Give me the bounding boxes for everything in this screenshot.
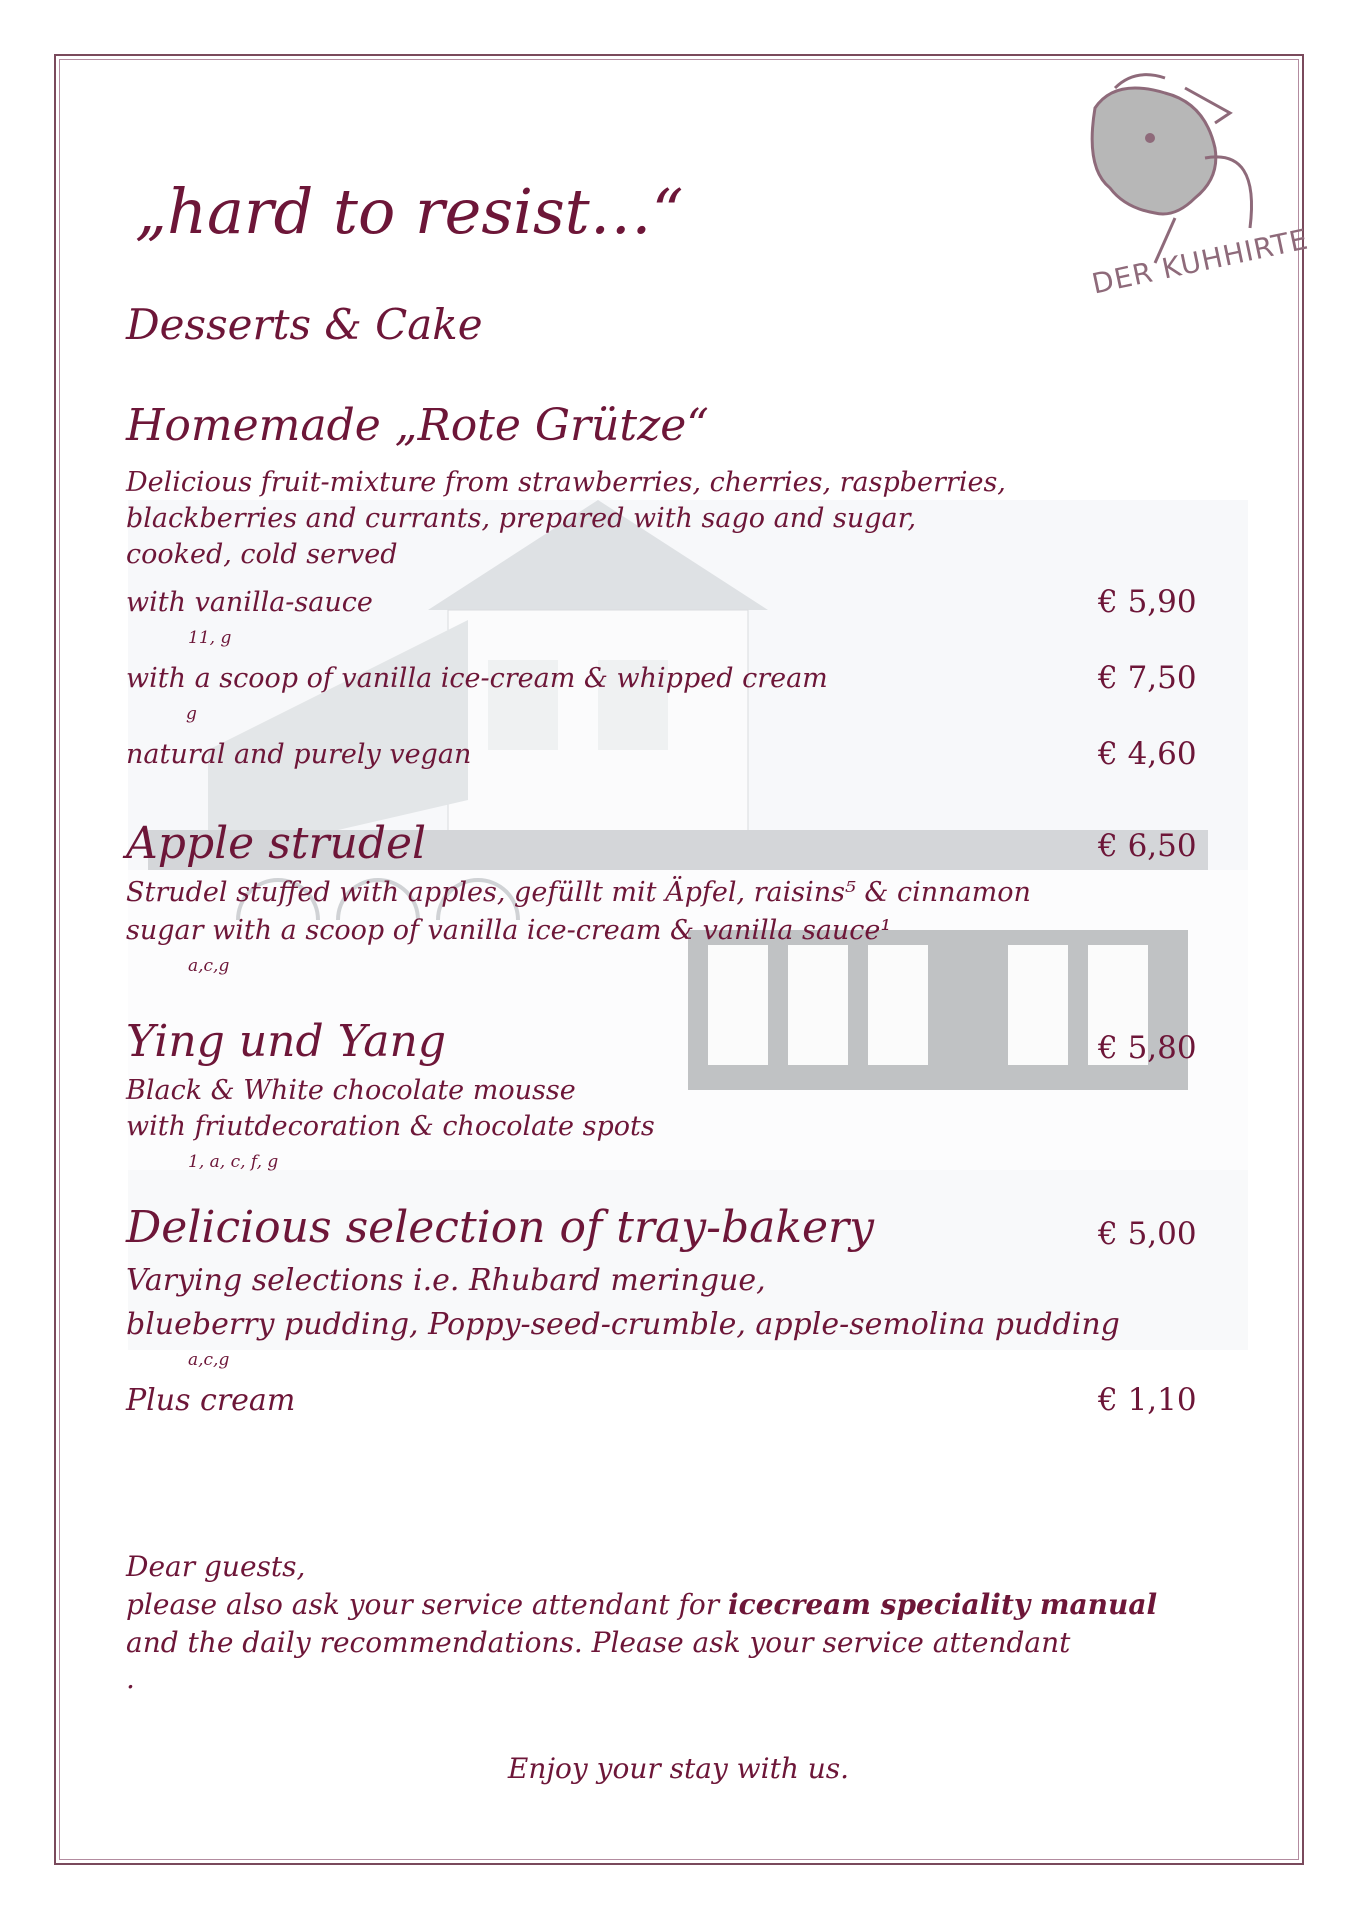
note-text: please also ask your service attendant for bbox=[126, 1588, 729, 1621]
item-description-line: cooked, cold served bbox=[126, 539, 398, 570]
allergen-codes: a,c,g bbox=[188, 956, 230, 976]
item-title: Ying und Yang bbox=[126, 1016, 447, 1067]
section-title: Desserts & Cake bbox=[126, 300, 483, 349]
page-headline: „hard to resist…“ bbox=[135, 175, 684, 248]
item-title: Apple strudel bbox=[126, 818, 427, 869]
variant-label: natural and purely vegan bbox=[126, 739, 472, 770]
item-title: Homemade „Rote Grütze“ bbox=[126, 400, 709, 451]
item-description-line: with friutdecoration & chocolate spots bbox=[126, 1111, 655, 1142]
item-title: Delicious selection of tray-bakery bbox=[126, 1202, 874, 1253]
item-description-line: sugar with a scoop of vanilla ice-cream & vanilla sauce¹ bbox=[126, 915, 892, 946]
item-description-line: blackberries and currants, prepared with sago and sugar, bbox=[126, 503, 917, 534]
allergen-codes: 11, g bbox=[188, 628, 232, 648]
closing-line: Enjoy your stay with us. bbox=[507, 1752, 850, 1785]
note-line: and the daily recommendations. Please ask your service attendant bbox=[126, 1626, 1071, 1659]
allergen-codes: a,c,g bbox=[188, 1350, 230, 1370]
extra-label: Plus cream bbox=[126, 1383, 296, 1418]
allergen-codes: 1, a, c, f, g bbox=[188, 1152, 279, 1172]
note-greeting: Dear guests, bbox=[126, 1550, 306, 1583]
variant-label: with vanilla-sauce bbox=[126, 587, 373, 618]
note-line bbox=[126, 1586, 1157, 1624]
logo-text: DER KUHHIRTE bbox=[1088, 222, 1312, 301]
item-description-line: blueberry pudding, Poppy-seed-crumble, apple-semolina pudding bbox=[126, 1307, 1120, 1342]
item-description-line: Delicious fruit-mixture from strawberries, cherries, raspberries, bbox=[126, 467, 1006, 498]
variant-price: € 7,50 bbox=[1098, 660, 1197, 696]
item-description-line: Strudel stuffed with apples, gefüllt mit Äpfel, raisins⁵ & cinnamon bbox=[126, 877, 1031, 908]
allergen-codes: g bbox=[186, 704, 197, 724]
item-description-line: Varying selections i.e. Rhubard meringue, bbox=[126, 1263, 766, 1298]
item-price: € 5,80 bbox=[1098, 1030, 1197, 1066]
item-price: € 5,00 bbox=[1098, 1216, 1197, 1252]
item-price: € 6,50 bbox=[1098, 828, 1197, 864]
variant-label: with a scoop of vanilla ice-cream & whipped cream bbox=[126, 663, 828, 694]
note-line: . bbox=[126, 1662, 135, 1695]
variant-price: € 4,60 bbox=[1098, 736, 1197, 772]
item-description-line: Black & White chocolate mousse bbox=[126, 1075, 576, 1106]
extra-price: € 1,10 bbox=[1098, 1382, 1197, 1418]
note-bold-text: icecream speciality manual bbox=[728, 1588, 1158, 1621]
variant-price: € 5,90 bbox=[1098, 584, 1197, 620]
